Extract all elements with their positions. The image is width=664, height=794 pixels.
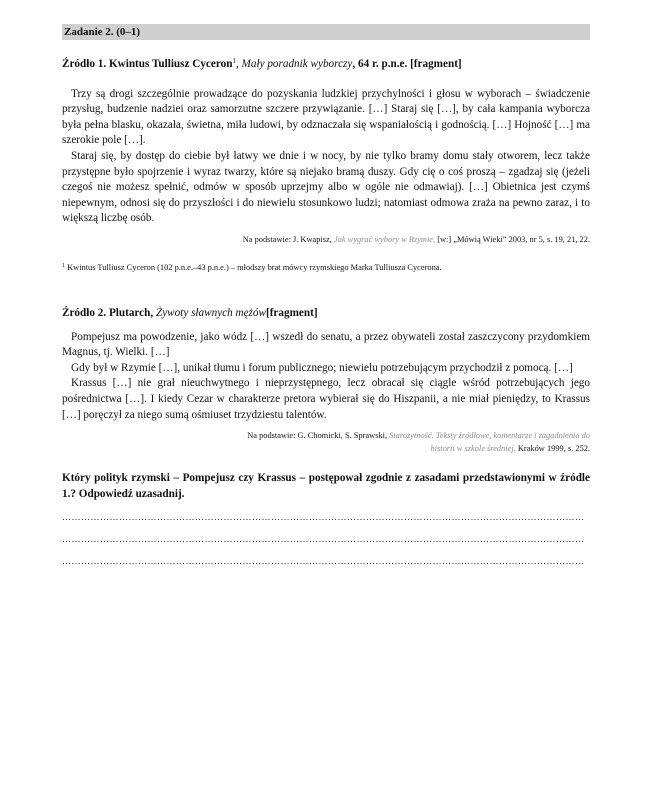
source2-label: Źródło 2.	[62, 306, 107, 319]
answer-line[interactable]: …………………………………………………………………………………………………………………………………………………	[62, 534, 585, 545]
source1-date-fragment: , 64 r. p.n.e. [fragment]	[352, 58, 462, 70]
source1-ref-prefix: Na podstawie: J. Kwapisz,	[242, 234, 332, 244]
exam-page	[62, 24, 590, 569]
answer-line[interactable]: …………………………………………………………………………………………………………………………………………………	[62, 556, 585, 567]
source1-title: Źródło 1. Kwintus Tulliusz Cyceron$^1$, Mały poradnik wyborczy, 64 r. p.n.e. [fragment]	[62, 57, 462, 70]
footnote-text: Kwintus Tulliusz Cyceron (102 p.n.e.–43 p.n.e.) – młodszy brat mówcy rzymskiego Marka Tulliusza Cycerona.	[67, 262, 442, 272]
source2-paragraph: Krassus […] nie grał nieuchwytnego i nieprzystępnego, lecz obracał się ciągle wśród potrzebujących jego pośrednictwa […]. I kiedy Cezar w charakterze pretora wybierał się do Hiszpanii, a nie miał pieniędzy, to Krassus […] poręczył za niego sumą ośmiuset trzydziestu talentów.	[62, 377, 590, 421]
source2-paragraph: Pompejusz ma powodzenie, jako wódz […] wszedł do senatu, a przez obywateli został zaszczycony przydomkiem Magnus, tj. Wielki. […]	[62, 330, 590, 359]
source2-ref-title-1: Starożytność. Teksty źródłowe, komentarze i zagadnienia do	[389, 431, 590, 441]
source1-ref-title: Jak wygrać wybory w Rzymie,	[333, 234, 436, 244]
source1-paragraph: Trzy są drogi szczególnie prowadzące do pozyskania ludzkiej przychylności i głosu w wyborach – świadczenie przysług, budzenie nadziei oraz samorzutne szczere przywiązanie. […] Staraj się […], by cała kampania wyborcza była pełna blasku, okazała, świetna, miła ludowi, by odznaczała się wspaniałością i godnością. […] Hojność […] ma szerokie pole […].	[62, 87, 590, 147]
source1-label: Źródło 1.	[62, 58, 107, 70]
source2-title	[62, 306, 590, 322]
source1-author: Kwintus Tulliusz Cyceron	[108, 58, 233, 70]
footnote	[62, 260, 590, 274]
source2-author: Plutarch,	[108, 306, 154, 319]
source1-reference	[62, 233, 590, 246]
source1-footnote-mark: 1	[232, 57, 236, 65]
source1-work-title: Mały poradnik wyborczy	[241, 58, 353, 70]
source2-ref-prefix: Na podstawie: G. Chomicki, S. Sprawski,	[247, 431, 388, 441]
answer-line[interactable]: …………………………………………………………………………………………………………………………………………………	[62, 512, 585, 523]
source2-fragment: [fragment]	[265, 306, 318, 319]
source1-paragraph: Staraj się, by dostęp do ciebie był łatwy we dnie i w nocy, by nie tylko bramy domu stały otworem, lecz także przystępne było spojrzenie i wyraz twarzy, które są niejako bramą duszy. Gdy cię o coś proszą – zgadzaj się (jeżeli czegoś nie możesz spełnić, odmów w sposób uprzejmy albo w ogóle nie odmawiaj). […] Obietnica jest czymś niepewnym, odnosi się do przyszłości i do niewielu stosunkowo ludzi; natomiast odmowa zraża na pewno zaraz, i to większą liczbę osób.	[62, 149, 590, 225]
source2-work-title: Żywoty sławnych mężów	[155, 306, 266, 319]
source2-ref-title-2: historii w szkole średniej,	[430, 444, 516, 454]
source1-ref-suffix: [w:] „Mówią Wieki” 2003, nr 5, s. 19, 21, 22.	[437, 234, 590, 244]
source2-ref-suffix: Kraków 1999, s. 252.	[517, 444, 590, 454]
source2-body	[62, 330, 590, 424]
task-title: Zadanie 2. (0–1)	[64, 26, 141, 38]
footnote-number: 1	[62, 262, 65, 269]
task-header	[62, 24, 590, 40]
source2-reference	[62, 429, 590, 455]
question-text: Który polityk rzymski – Pompejusz czy Krassus – postępował zgodnie z zasadami przedstawionymi w źródle 1.? Odpowiedź uzasadnij.	[62, 472, 590, 500]
source1-body	[62, 87, 590, 227]
source2-paragraph: Gdy był w Rzymie […], unikał tłumu i forum publicznego; niewielu potrzebującym przychodził z pomocą. […]	[71, 361, 573, 374]
